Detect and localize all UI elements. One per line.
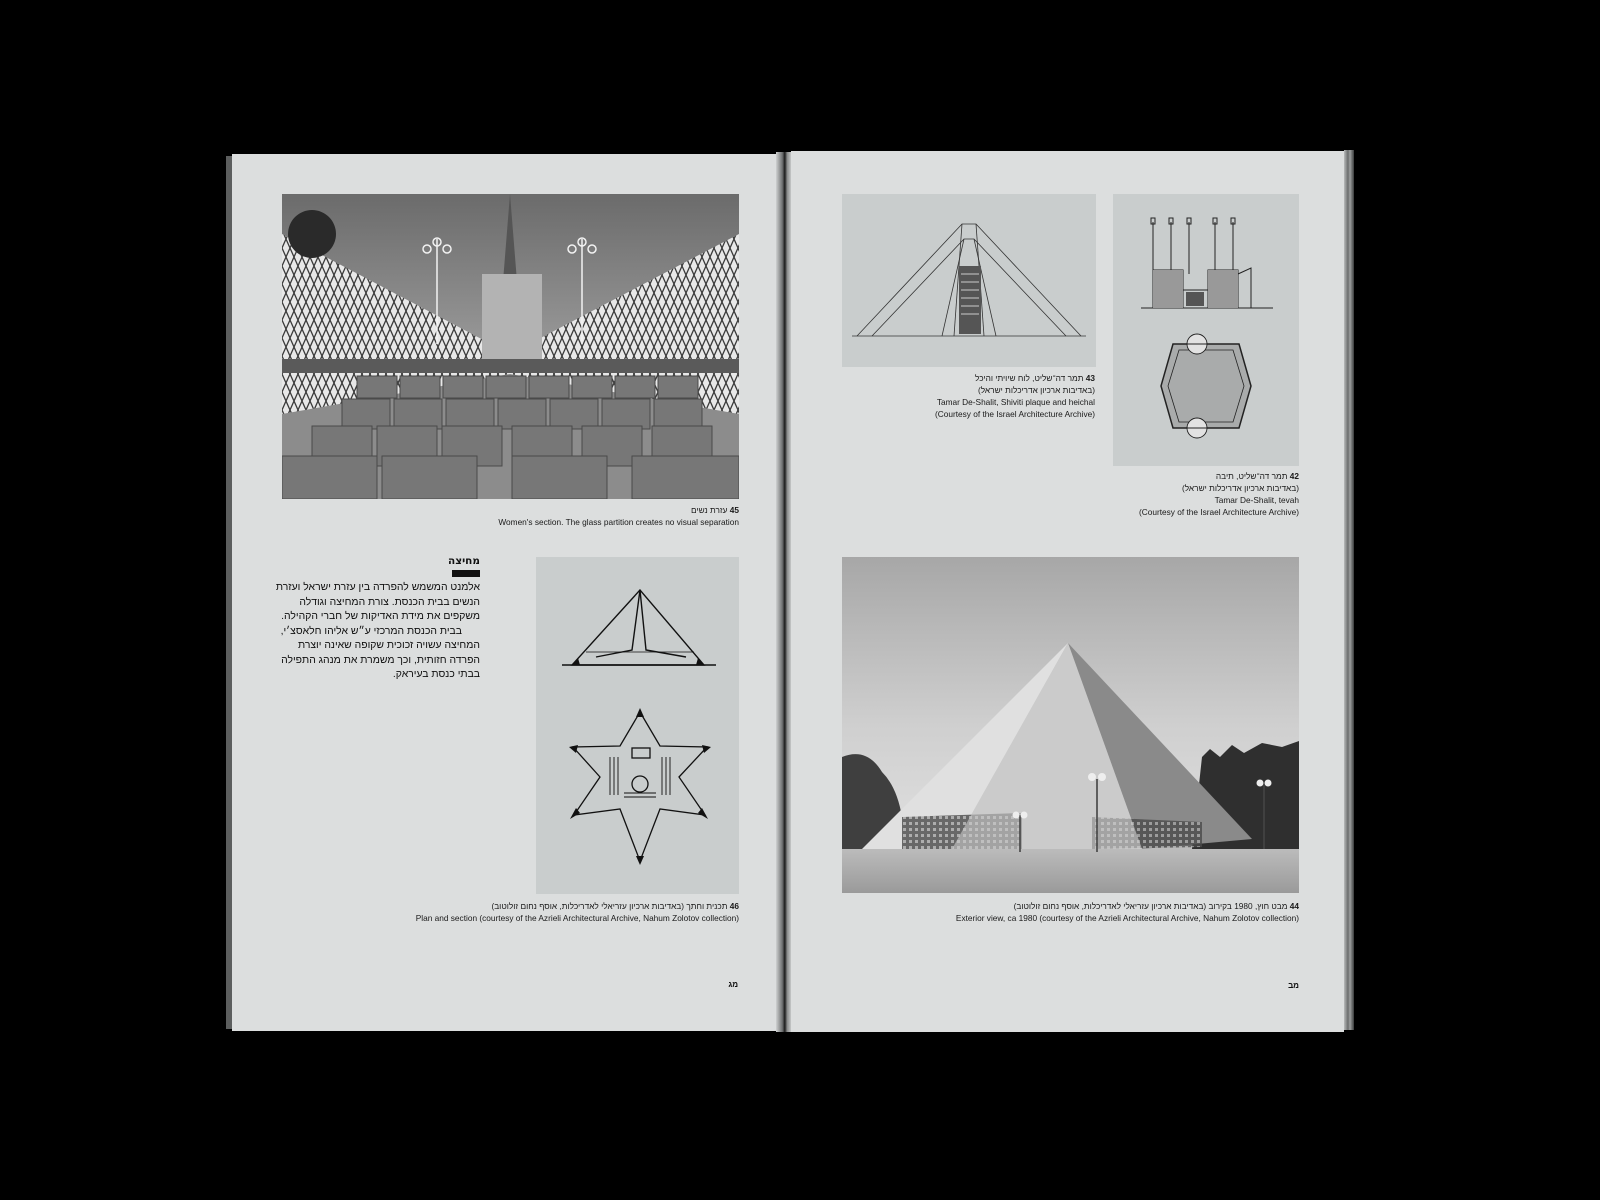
figure-43-english-line-1: Tamar De-Shalit, Shiviti plaque and heichal <box>936 397 1095 407</box>
body-line: אלמנט המשמש להפרדה בין עזרת ישראל ועזרת <box>275 582 480 593</box>
figure-43-hebrew-line-1: תמר דה־שליט, לוח שיויתי והיכל <box>975 373 1084 383</box>
figure-42-hebrew-line-1: תמר דה־שליט, תיבה <box>1215 471 1288 481</box>
heading-underline <box>452 570 480 577</box>
figure-46-english: Plan and section (courtesy of the Azrieli Architectural Archive, Nahum Zolotov collection) <box>415 913 739 923</box>
figure-46-caption <box>416 900 739 924</box>
figure-42-number: 42 <box>1289 471 1299 481</box>
left-page <box>232 154 785 1031</box>
exterior-view-photo <box>842 557 1299 893</box>
plan-and-section-drawing <box>536 557 739 894</box>
figure-42-caption <box>1139 470 1299 518</box>
right-page <box>791 151 1344 1032</box>
figure-43-english-line-2: (Courtesy of the Israel Architecture Archive) <box>934 409 1095 419</box>
body-line: בבית הכנסת המרכזי ע״ש אליהו חלאסצ׳י, <box>280 625 462 637</box>
figure-44-caption <box>956 900 1299 924</box>
figure-44-number: 44 <box>1289 901 1299 911</box>
book-gutter <box>776 152 792 1032</box>
body-line: בבתי כנסת בעיראק. <box>392 669 480 680</box>
section-heading: מחיצה <box>448 555 480 567</box>
page-number-left: מג <box>728 980 738 989</box>
figure-43-hebrew-line-2: (באדיבות ארכיון אדריכלות ישראל) <box>977 385 1095 395</box>
figure-43-caption <box>935 372 1095 420</box>
figure-42-english-line-1: Tamar De-Shalit, tevah <box>1214 495 1299 505</box>
section-body-text <box>276 581 480 683</box>
figure-45-english: Women's section. The glass partition creates no visual separation <box>498 517 739 527</box>
figure-46-number: 46 <box>729 901 739 911</box>
figure-46-hebrew: תכנית וחתך (באדיבות ארכיון עזריאלי לאדריכלות, אוסף נחום זולוטוב) <box>491 901 728 911</box>
figure-45-hebrew: עזרת נשים <box>690 505 728 515</box>
figure-44-english: Exterior view, ca 1980 (courtesy of the Azrieli Architectural Archive, Nahum Zolotov collection) <box>955 913 1299 923</box>
figure-43-number: 43 <box>1085 373 1095 383</box>
page-number-right: מב <box>1288 981 1299 990</box>
figure-44-hebrew: מבט חוץ, 1980 בקירוב (באדיבות ארכיון עזריאלי לאדריכלות, אוסף נחום זולוטוב) <box>1013 901 1288 911</box>
body-line: הפרדה חזותית, וכך משמרת את מנהג התפילה <box>281 654 480 666</box>
body-line: המחיצה עשויה זכוכית שקופה שאינה יוצרת <box>297 640 480 651</box>
figure-42-hebrew-line-2: (באדיבות ארכיון אדריכלות ישראל) <box>1181 483 1299 493</box>
figure-45-number: 45 <box>729 505 739 515</box>
tevah-drawing <box>1113 194 1299 466</box>
body-line: משקפים את מידת האדיקות של חברי הקהילה. <box>281 611 480 622</box>
shiviti-plaque-drawing <box>842 194 1096 367</box>
figure-42-english-line-2: (Courtesy of the Israel Architecture Archive) <box>1138 507 1299 517</box>
body-line: הנשים בבית הכנסת. צורת המחיצה וגודלה <box>299 596 480 608</box>
women-section-photo <box>282 194 739 499</box>
figure-45-caption <box>498 504 739 528</box>
right-page-edges <box>1344 150 1354 1030</box>
